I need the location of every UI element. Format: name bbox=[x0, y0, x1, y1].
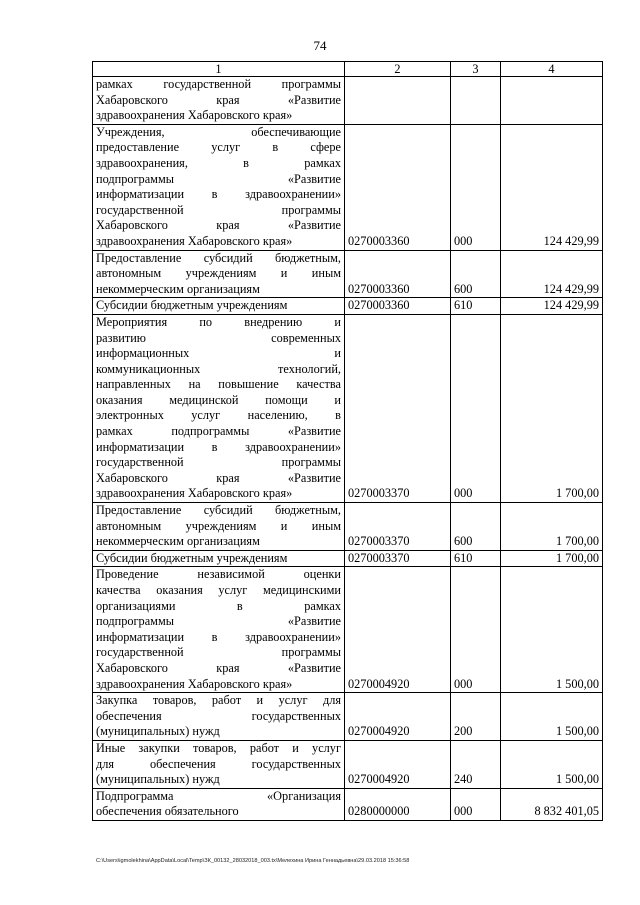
description-line: коммуникационных технологий, bbox=[96, 361, 341, 376]
description-line: направленных на повышение качества bbox=[96, 377, 341, 392]
table-header-row bbox=[93, 62, 603, 77]
description-line: информационных и bbox=[96, 346, 341, 361]
file-path-footer: C:\Users\igmolekhina\AppData\Local\Temp\ЗК_00132_28032018_003.tx\Мелехина Ирина Геннадьевна\29.03.2018 15:36:58 bbox=[96, 858, 410, 864]
row-target-code: 0270003370 bbox=[345, 503, 451, 551]
table-row bbox=[93, 314, 603, 502]
row-target-code: 0270003360 bbox=[345, 124, 451, 250]
description-line: Мероприятия по внедрению и bbox=[96, 314, 341, 329]
row-expense-type: 600 bbox=[451, 250, 501, 298]
table-body bbox=[93, 62, 603, 821]
row-amount: 1 500,00 bbox=[501, 693, 603, 741]
description-line: Хабаровского края «Развитие bbox=[96, 660, 341, 675]
header-col-4: 4 bbox=[501, 62, 603, 77]
table-row bbox=[93, 124, 603, 250]
description-line: Хабаровского края «Развитие bbox=[96, 470, 341, 485]
description-line: информатизации в здравоохранении» bbox=[96, 629, 341, 644]
description-line: Подпрограмма «Организация bbox=[96, 788, 341, 803]
description-line: автономным учреждениям и иным bbox=[96, 518, 341, 533]
table-row bbox=[93, 567, 603, 693]
row-target-code: 0270003360 bbox=[345, 298, 451, 315]
description-line: (муниципальных) нужд bbox=[96, 772, 220, 787]
description-line: Предоставление субсидий бюджетным, bbox=[96, 503, 341, 518]
row-description bbox=[93, 298, 345, 315]
description-line: развитию современных bbox=[96, 330, 341, 345]
description-line: государственной программы bbox=[96, 455, 341, 470]
table-row bbox=[93, 298, 603, 315]
budget-table bbox=[92, 61, 603, 821]
row-expense-type: 000 bbox=[451, 567, 501, 693]
page-number: 74 bbox=[313, 38, 327, 53]
row-amount: 1 700,00 bbox=[501, 550, 603, 567]
header-col-3: 3 bbox=[451, 62, 501, 77]
description-line: организациями в рамках bbox=[96, 598, 341, 613]
description-line: некоммерческим организациям bbox=[96, 534, 260, 549]
description-line: информатизации в здравоохранении» bbox=[96, 187, 341, 202]
row-amount: 1 700,00 bbox=[501, 314, 603, 502]
description-line: здравоохранения Хабаровского края» bbox=[96, 108, 293, 123]
description-line: подпрограммы «Развитие bbox=[96, 614, 341, 629]
row-expense-type: 000 bbox=[451, 124, 501, 250]
row-target-code: 0280000000 bbox=[345, 788, 451, 820]
row-expense-type: 000 bbox=[451, 788, 501, 820]
row-amount: 1 500,00 bbox=[501, 567, 603, 693]
row-description bbox=[93, 503, 345, 551]
row-description bbox=[93, 124, 345, 250]
row-target-code: 0270003370 bbox=[345, 314, 451, 502]
description-line: информатизации в здравоохранении» bbox=[96, 439, 341, 454]
description-line: здравоохранения Хабаровского края» bbox=[96, 233, 293, 248]
row-expense-type: 610 bbox=[451, 550, 501, 567]
description-line: Субсидии бюджетным учреждениям bbox=[96, 298, 288, 313]
row-description bbox=[93, 693, 345, 741]
description-line: предоставление услуг в сфере bbox=[96, 140, 341, 155]
row-target-code: 0270004920 bbox=[345, 693, 451, 741]
header-col-2: 2 bbox=[345, 62, 451, 77]
description-line: обеспечения обязательного bbox=[96, 804, 239, 819]
description-line: обеспечения государственных bbox=[96, 708, 341, 723]
header-col-1: 1 bbox=[93, 62, 345, 77]
description-line: Проведение независимой оценки bbox=[96, 567, 341, 582]
row-description bbox=[93, 314, 345, 502]
row-description bbox=[93, 77, 345, 125]
description-line: здравоохранения Хабаровского края» bbox=[96, 676, 293, 691]
row-amount: 8 832 401,05 bbox=[501, 788, 603, 820]
description-line: оказания медицинской помощи и bbox=[96, 392, 341, 407]
row-target-code: 0270003370 bbox=[345, 550, 451, 567]
row-description bbox=[93, 740, 345, 788]
row-amount: 124 429,99 bbox=[501, 298, 603, 315]
row-amount bbox=[501, 77, 603, 125]
row-expense-type: 610 bbox=[451, 298, 501, 315]
row-target-code bbox=[345, 77, 451, 125]
description-line: Закупка товаров, работ и услуг для bbox=[96, 693, 341, 708]
table-row bbox=[93, 550, 603, 567]
row-amount: 1 700,00 bbox=[501, 503, 603, 551]
table-row bbox=[93, 77, 603, 125]
row-expense-type bbox=[451, 77, 501, 125]
description-line: Хабаровского края «Развитие bbox=[96, 218, 341, 233]
row-description bbox=[93, 788, 345, 820]
table-row bbox=[93, 788, 603, 820]
row-description bbox=[93, 550, 345, 567]
row-expense-type: 200 bbox=[451, 693, 501, 741]
description-line: некоммерческим организациям bbox=[96, 281, 260, 296]
description-line: Хабаровского края «Развитие bbox=[96, 92, 341, 107]
row-amount: 124 429,99 bbox=[501, 250, 603, 298]
row-amount: 124 429,99 bbox=[501, 124, 603, 250]
description-line: здравоохранения, в рамках bbox=[96, 155, 341, 170]
row-expense-type: 000 bbox=[451, 314, 501, 502]
description-line: Предоставление субсидий бюджетным, bbox=[96, 250, 341, 265]
description-line: качества оказания услуг медицинскими bbox=[96, 583, 341, 597]
table-row bbox=[93, 250, 603, 298]
row-description bbox=[93, 250, 345, 298]
description-line: электронных услуг населению, в bbox=[96, 408, 341, 423]
description-line: Иные закупки товаров, работ и услуг bbox=[96, 740, 341, 755]
description-line: здравоохранения Хабаровского края» bbox=[96, 486, 293, 501]
row-amount: 1 500,00 bbox=[501, 740, 603, 788]
description-line: подпрограммы «Развитие bbox=[96, 171, 341, 186]
description-line: государственной программы bbox=[96, 202, 341, 217]
description-line: рамках подпрограммы «Развитие bbox=[96, 424, 341, 439]
description-line: автономным учреждениям и иным bbox=[96, 266, 341, 281]
row-target-code: 0270004920 bbox=[345, 740, 451, 788]
row-description bbox=[93, 567, 345, 693]
table-row bbox=[93, 503, 603, 551]
table-row bbox=[93, 740, 603, 788]
row-expense-type: 600 bbox=[451, 503, 501, 551]
table-row bbox=[93, 693, 603, 741]
description-line: (муниципальных) нужд bbox=[96, 724, 220, 739]
row-target-code: 0270003360 bbox=[345, 250, 451, 298]
description-line: Учреждения, обеспечивающие bbox=[96, 124, 341, 139]
description-line: Субсидии бюджетным учреждениям bbox=[96, 550, 288, 565]
row-expense-type: 240 bbox=[451, 740, 501, 788]
row-target-code: 0270004920 bbox=[345, 567, 451, 693]
description-line: государственной программы bbox=[96, 645, 341, 660]
description-line: рамках государственной программы bbox=[96, 77, 341, 91]
description-line: для обеспечения государственных bbox=[96, 756, 341, 771]
